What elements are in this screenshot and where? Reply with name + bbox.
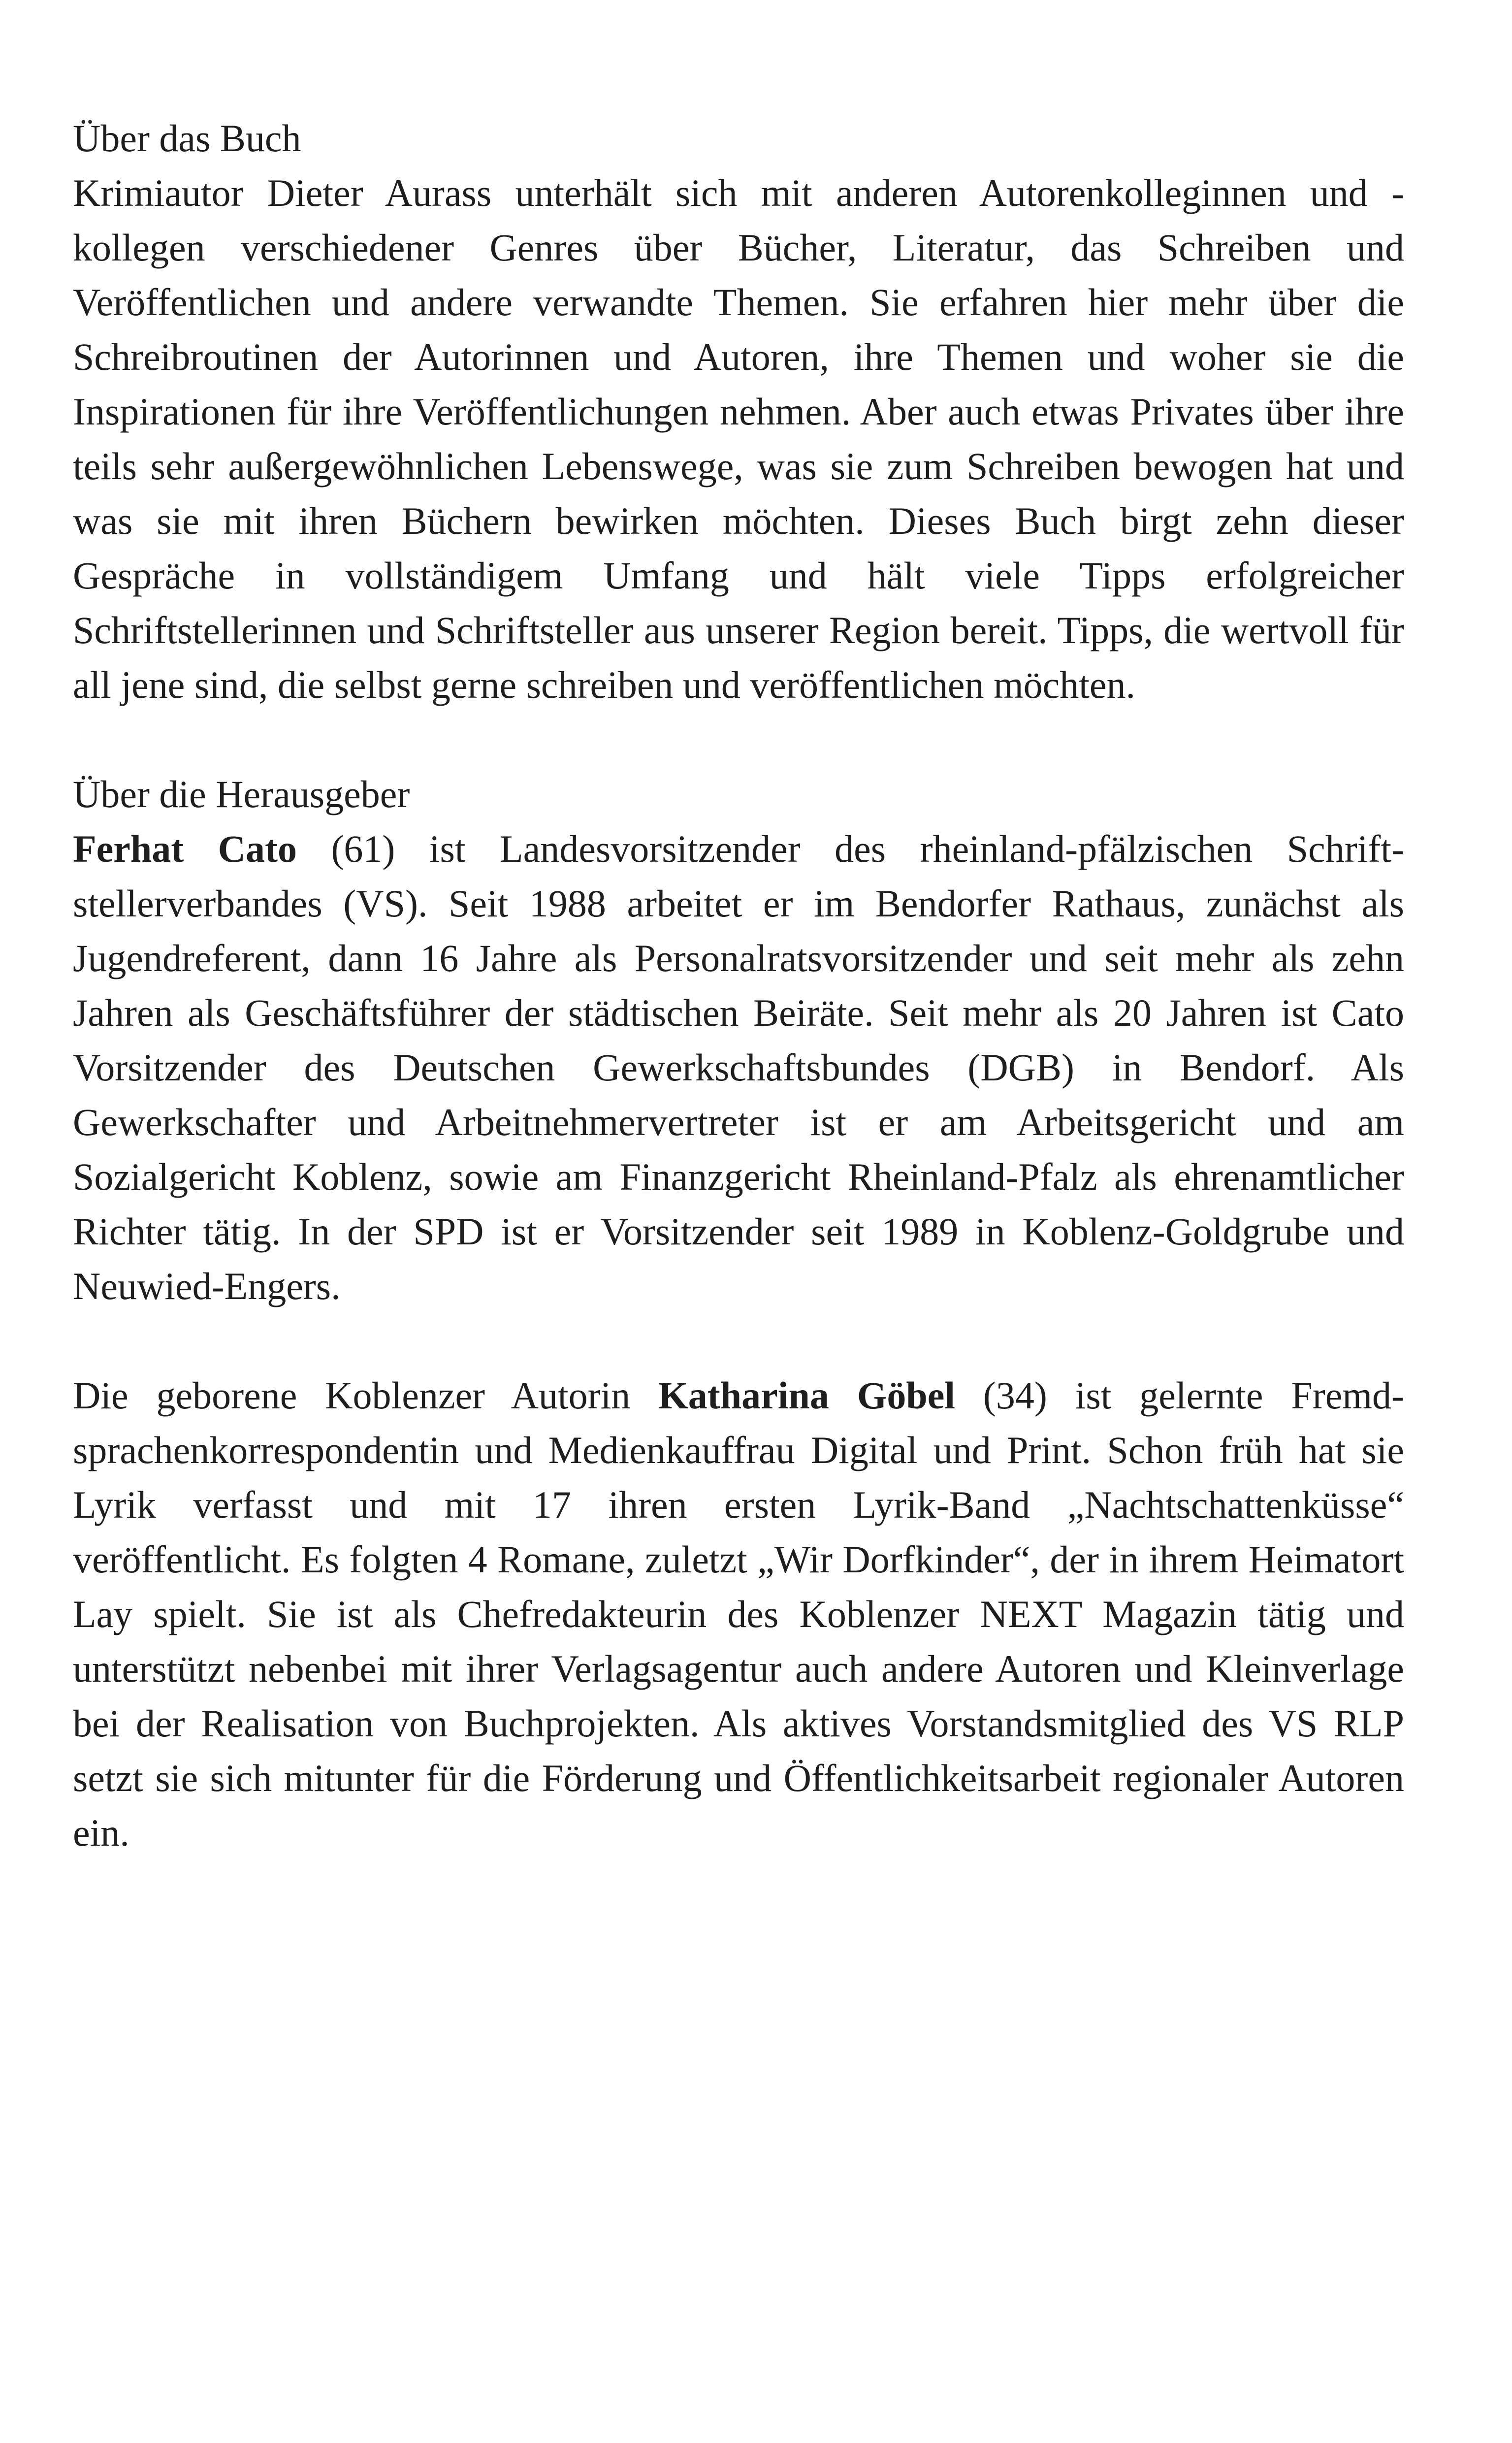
editor-1-text: (61) ist Landesvorsitzender des rheinland-pfälzischen Schriftstellerverbandes (VS). Seit 1988 arbeitet er im Bendorfer Rathaus, zunächst als Jugendreferent, dann 16 Jahre als Personalratsvorsitzender und seit mehr als zehn Jahren als Geschäftsführer der städtischen Beiräte. Seit mehr als 20 Jahren ist Cato Vorsitzender des Deutschen Gewerkschaftsbundes (DGB) in Bendorf. Als Gewerkschafter und Arbeitnehmervertreter ist er am Arbeitsgericht und am Sozialgericht Koblenz, sowie am Finanzgericht Rheinland-Pfalz als ehrenamtlicher Richter tätig. In der SPD ist er Vorsitzender seit 1989 in Koblenz-Goldgrube und Neuwied-Engers.	[73, 827, 1405, 1307]
paragraph-spacer	[73, 1313, 1404, 1368]
editor-2-intro: Die geborene Koblenzer Autorin	[73, 1374, 659, 1417]
about-editors-section	[73, 767, 1404, 1860]
section-spacer	[73, 712, 1404, 767]
editor-2-name: Katharina Göbel	[658, 1374, 956, 1417]
book-page	[73, 111, 1404, 1860]
about-book-heading: Über das Buch	[73, 117, 301, 160]
editor-1-name: Ferhat Cato	[73, 827, 297, 870]
about-editors-heading: Über die Herausgeber	[73, 773, 410, 815]
about-book-text: Krimiautor Dieter Aurass unterhält sich mit anderen Autorenkolleginnen und -kollegen verschiedener Genres über Bücher, Literatur, das Schreiben und Veröffentlichen und andere verwandte Themen. Sie erfahren hier mehr über die Schreibroutinen der Autorinnen und Autoren, ihre Themen und woher sie die Inspirationen für ihre Veröffentlichungen nehmen. Aber auch etwas Privates über ihre teils sehr außergewöhnlichen Lebenswege, was sie zum Schreiben bewogen hat und was sie mit ihren Büchern bewirken möchten. Dieses Buch birgt zehn dieser Gespräche in vollständigem Umfang und hält viele Tipps erfolgreicher Schriftstellerinnen und Schriftsteller aus unserer Region bereit. Tipps, die wertvoll für all jene sind, die selbst gerne schreiben und veröffentlichen möchten.	[73, 171, 1404, 706]
about-book-section	[73, 111, 1404, 712]
editor-2-text: (34) ist gelernte Fremdsprachenkorrespondentin und Medienkauffrau Digital und Print. Schon früh hat sie Lyrik verfasst und mit 17 ihren ersten Lyrik-Band „Nachtschattenküsse“ veröffentlicht. Es folgten 4 Romane, zuletzt „Wir Dorfkinder“, der in ihrem Heimatort Lay spielt. Sie ist als Chefredakteurin des Koblenzer NEXT Magazin tätig und unterstützt nebenbei mit ihrer Verlagsagentur auch andere Autoren und Kleinverlage bei der Realisation von Buchprojekten. Als aktives Vorstandsmitglied des VS RLP setzt sie sich mitunter für die Förderung und Öffentlichkeitsarbeit regionaler Autoren ein.	[73, 1374, 1404, 1854]
editor-2-bio	[73, 1368, 1404, 1860]
editor-1-bio	[73, 821, 1404, 1313]
